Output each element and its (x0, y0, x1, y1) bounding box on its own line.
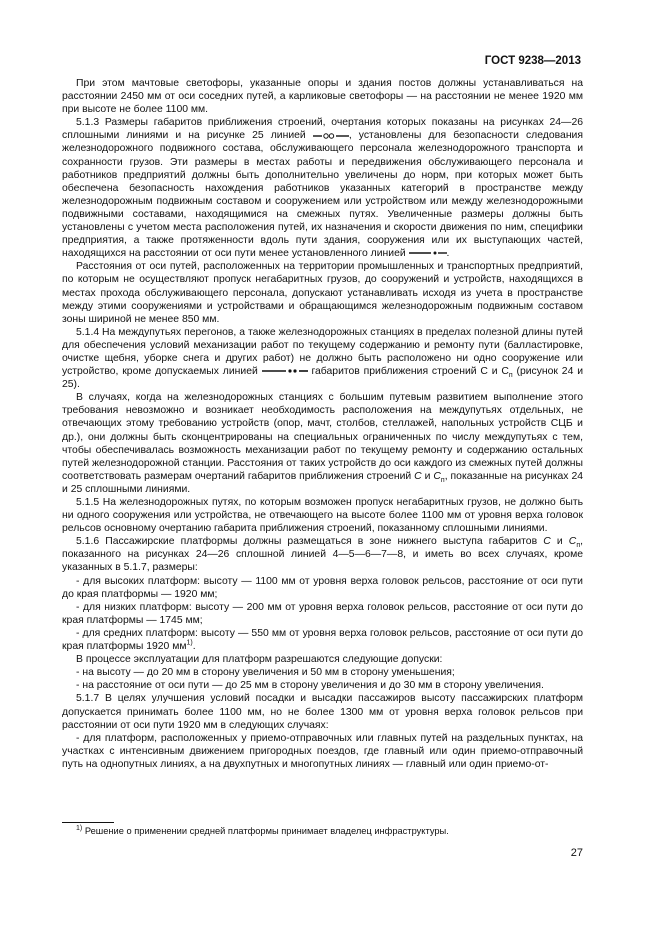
text-segment: 5.1.4 На междупутьях перегонов, а также железнодорожных станциях в пределах полезной длины путей для обеспечения условий механизации работ по текущему содержанию и ремонту пути (балластировке, очистке щебня, уборке снега и других работ) не должно быть расположено ни одно сооружение или устройство, кроме допускаемых линией (62, 326, 583, 378)
text-segment: (рисунок 24 и 25). (62, 366, 583, 391)
body-text (62, 77, 583, 771)
subscript: п (440, 476, 445, 484)
text-segment: габаритов приближения строений С и С (311, 366, 509, 378)
text-segment: и (556, 536, 563, 548)
list-item: - для высоких платформ: высоту — 1100 мм от уровня верха головок рельсов, расстояние от оси пути до края платформы — 1920 мм; (62, 575, 583, 600)
paragraph-5-1-6 (62, 535, 583, 574)
text-segment: , установлены для безопасности следования железнодорожного подвижного состава, обслуживающего персонала железнодорожного транспорта и сохранности грузов. Эти размеры в местах работы и передвижения обслуживающего персонала и работников предприятий должны быть дополнительно увеличены до норм, при которых может быть обеспечена безопасность нахождения работников указанных категорий в пространстве между железнодорожным подвижным составом и сооружением или устройством или между железнодорожными подвижными составами, находящимися на смежных путях. Увеличенные размеры должны быть установлены с учетом места расположения путей, их назначения и скорости движения по ним, специфики предприятия, а также протяженности вдоль пути здания, сооружения или их выступающих частей, находящихся на расстоянии от оси пути менее установленного линией (62, 130, 583, 260)
text-segment: . (446, 248, 450, 260)
italic-letter: С (568, 536, 577, 548)
list-item: - для платформ, расположенных у приемо-отправочных или главных путей на раздельных пунктах, на участках с интенсивным движением пригородных поездов, где главный или один приемо-отправочный путь на однопутных линиях, а на двухпутных и многопутных линиях — главный или один приемо-от- (62, 732, 583, 770)
text-segment: 5.1.3 Размеры габаритов приближения строений, очертания которых показаны на рисунках 24—26 сплошными линиями и на рисунке 25 линией (62, 117, 583, 142)
text-segment: . (192, 641, 196, 653)
text-segment: , показанного на рисунках 24—26 сплошной линией 4—5—6—7—8, и иметь во всех случаях, кроме указанных в 5.1.7, размеры: (62, 536, 583, 574)
paragraph: В процессе эксплуатации для платформ разрешаются следующие допуски: (76, 654, 443, 666)
paragraph-5-1-3 (62, 116, 583, 260)
paragraph: Расстояния от оси путей, расположенных на территории промышленных и транспортных предприятий, по которым не осуществляют пропуск негабаритных грузов, до сооружений и устройств, находящихся в местах прохода обслуживающего персонала, допускают устанавливать исходя из учета в пространстве между этими сооружениями и устройствами и обращающимся железнодорожным подвижным составом зоны шириной не менее 850 мм. (62, 261, 583, 325)
footnote-ref: 1) (186, 639, 193, 647)
paragraph: При этом мачтовые светофоры, указанные опоры и здания постов должны устанавливаться на расстоянии 2450 мм от оси соседних путей, а карликовые светофоры — на расстоянии не менее 1920 мм при высоте не более 1100 мм. (62, 78, 583, 116)
subscript: п (508, 372, 513, 380)
italic-letter: С (543, 536, 551, 548)
subscript: п (576, 542, 581, 550)
line-symbol-dash-dot-icon (409, 250, 447, 256)
paragraph (62, 391, 583, 496)
paragraph-5-1-7: 5.1.7 В целях улучшения условий посадки и высадки пассажиров высоту пассажирских платформ допускается принимать более 1100 мм, но не более 1300 мм от уровня верха головок рельсов при расстоянии от оси пути 1920 мм в следующих случаях: (62, 693, 583, 731)
italic-letter: С (414, 470, 422, 482)
document-code: ГОСТ 9238—2013 (484, 55, 581, 67)
list-item (62, 627, 583, 653)
text-segment: , показанные на рисунках 24 и 25 сплошными линиями. (62, 470, 584, 495)
list-item: - для низких платформ: высоту — 200 мм от уровня верха головок рельсов, расстояние от оси пути до края платформы — 1745 мм; (62, 601, 583, 626)
text-segment: - для средних платформ: высоту — 550 мм от уровня верха головок рельсов, расстояние от оси пути до края платформы 1920 мм (62, 627, 583, 653)
footnote-divider (62, 822, 114, 823)
text-segment: и (424, 470, 431, 482)
text-segment: В случаях, когда на железнодорожных станциях с большим путевым развитием выполнение этого требования невозможно и возникает необходимость расположения на междупутьях отдельных, не отвечающих этому требованию устройств (опор, мачт, столбов, стеллажей, напольных устройств СЦБ и др.), они должны быть сконцентрированы на специальных ограниченных по числу междупутьях с тем, чтобы обеспечивалась возможность механизации работ по текущему ремонту и содержанию остальных путей железнодорожной станции. Расстояния от таких устройств до оси каждого из смежных путей должны соответствовать размерам очертаний габаритов приближения строений (62, 392, 583, 482)
paragraph-5-1-4 (62, 326, 583, 391)
line-symbol-dash-circles-icon (313, 133, 349, 139)
paragraph-5-1-5: 5.1.5 На железнодорожных путях, по которым возможен пропуск негабаритных грузов, не должно быть ни одного сооружения или устройства, не отвечающего на высоте более 1100 мм от уровня верха головок рельсов основному очертанию габарита приближения строений, показанному сплошными линиями. (62, 497, 583, 535)
footnote (62, 826, 449, 836)
italic-letter: С (433, 470, 441, 482)
page-number: 27 (570, 847, 583, 859)
text-segment: 5.1.6 Пассажирские платформы должны размещаться в зоне нижнего выступа габаритов (76, 536, 538, 548)
line-symbol-dash-dots-icon (262, 368, 308, 374)
list-item: - на расстояние от оси пути — до 25 мм в сторону увеличения и до 30 мм в сторону увеличения. (76, 680, 544, 692)
footnote-marker: 1) (76, 824, 83, 832)
list-item: - на высоту — до 20 мм в сторону увеличения и 50 мм в сторону уменьшения; (76, 667, 455, 679)
footnote-text: Решение о применении средней платформы принимает владелец инфраструктуры. (84, 826, 449, 836)
